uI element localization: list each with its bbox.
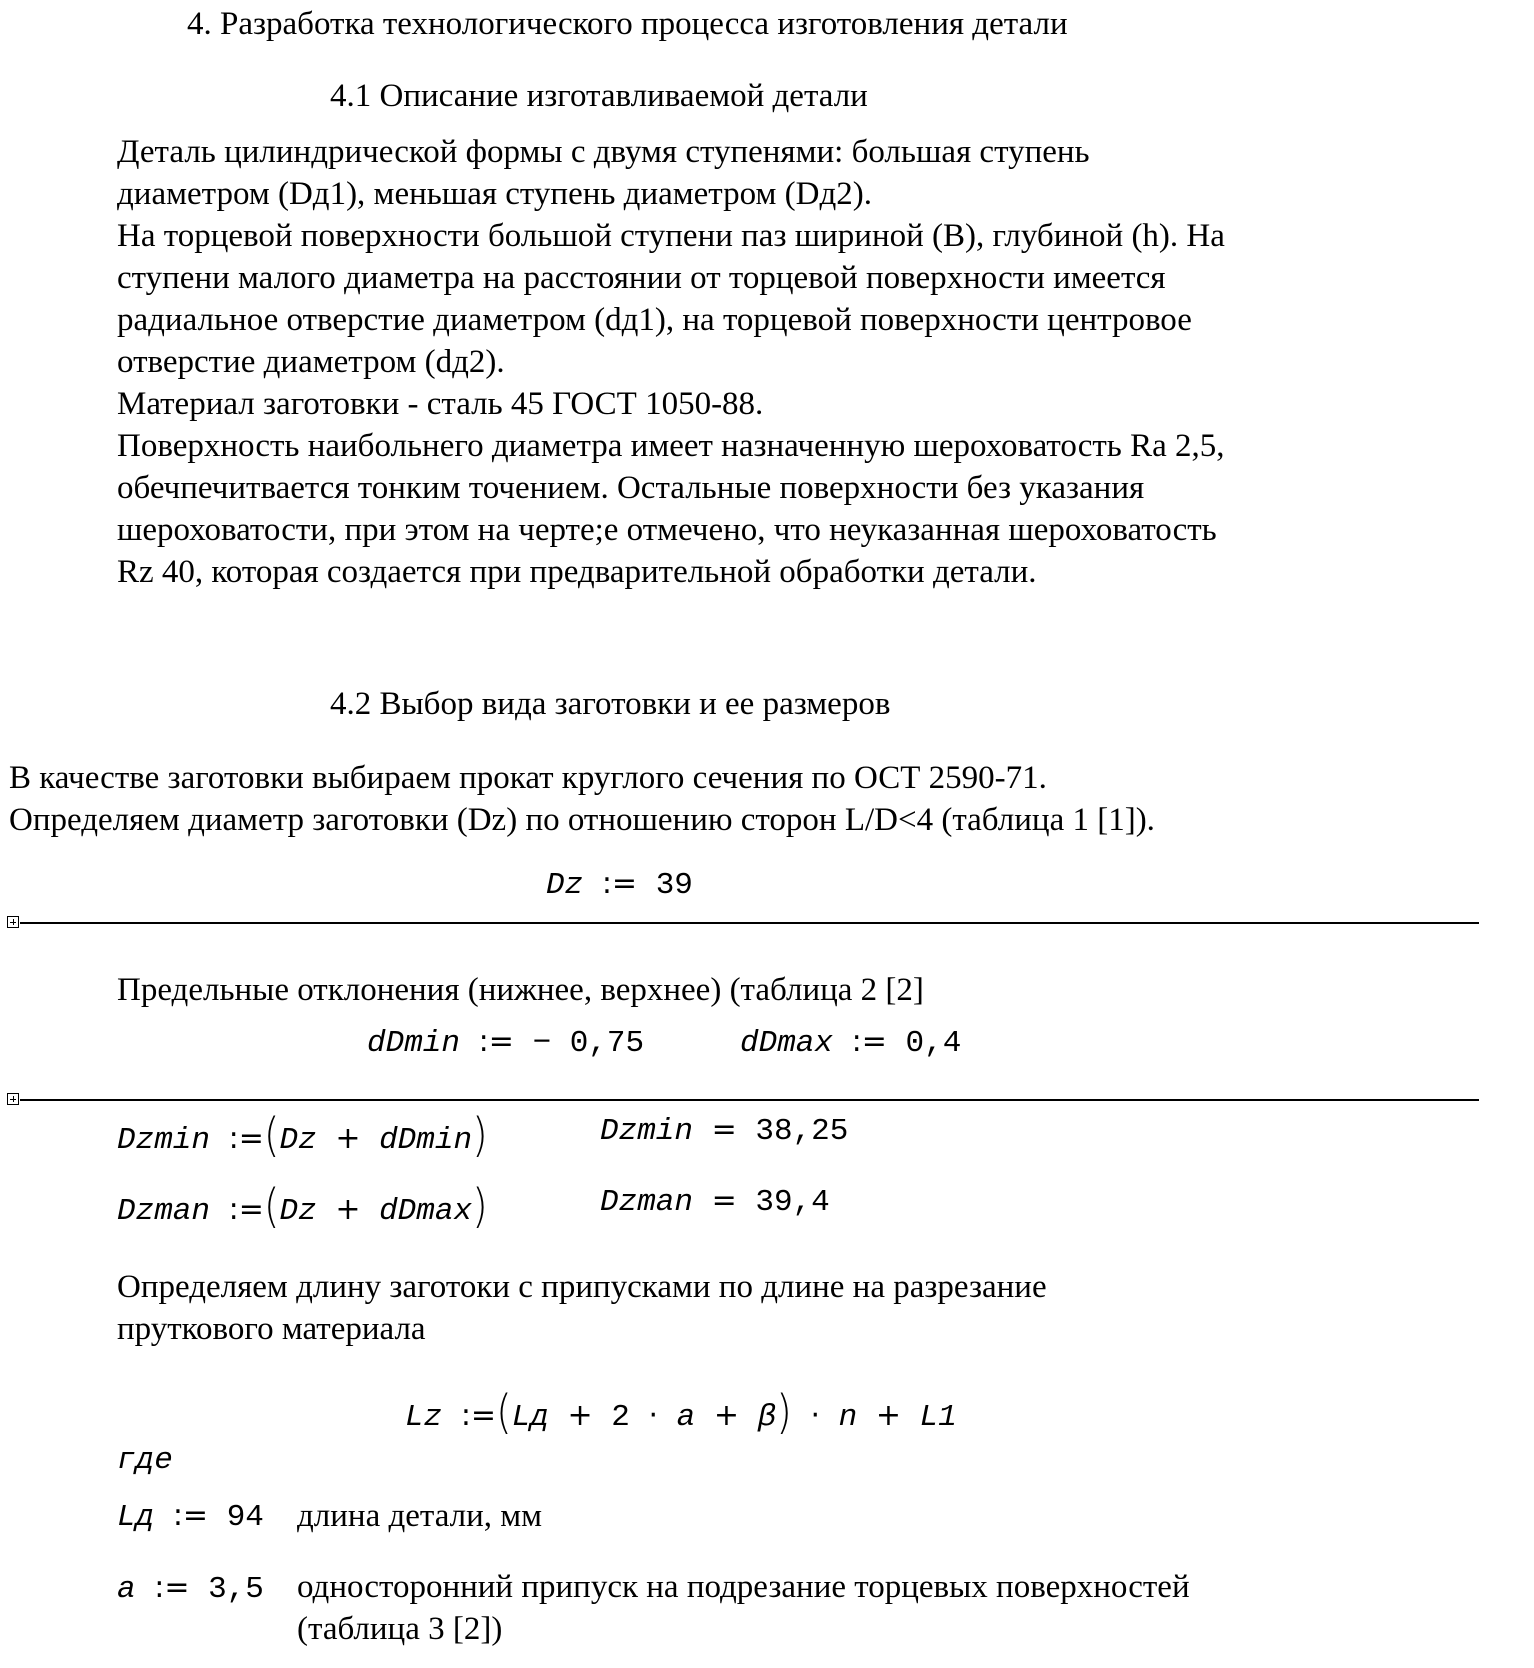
plus-operator: +: [567, 1398, 593, 1433]
assign-operator: :=: [172, 1498, 209, 1533]
var-a: a: [676, 1400, 696, 1435]
plus-operator: +: [875, 1398, 901, 1433]
subsection-heading-4-2: 4.2 Выбор вида заготовки и ее размеров: [330, 686, 891, 722]
close-paren: ): [472, 1109, 488, 1163]
var-ddmin: dDmin: [367, 1026, 461, 1061]
plus-operator: +: [713, 1398, 739, 1433]
description-line: Rz 40, которая создается при предварительной обработки детали.: [117, 554, 1037, 590]
dz-value: 39: [655, 868, 693, 903]
ddmax-definition[interactable]: [740, 1024, 961, 1061]
description-line: обечпечитвается тонким точением. Остальные поверхности без указания: [117, 470, 1145, 506]
open-paren: (: [496, 1386, 512, 1440]
ld-definition[interactable]: [117, 1498, 264, 1535]
description-line: Материал заготовки - сталь 45 ГОСТ 1050-88.: [117, 386, 764, 422]
a-description-line: (таблица 3 [2]): [297, 1611, 503, 1647]
part-description: [117, 131, 1225, 593]
var-dz: Dz: [279, 1194, 317, 1229]
assign-operator: :=: [460, 1398, 497, 1433]
deviations-text: Предельные отклонения (нижнее, верхнее) (таблица 2 [2]: [117, 972, 924, 1008]
where-label: [117, 1443, 173, 1478]
open-paren: (: [263, 1109, 280, 1163]
var-a: a: [117, 1572, 136, 1607]
var-ddmax: dDmax: [740, 1026, 834, 1061]
assign-operator: :=: [154, 1570, 190, 1605]
region-expand-toggle[interactable]: [7, 916, 19, 928]
var-dzman: Dzman: [600, 1185, 694, 1220]
region-separator: [20, 922, 1479, 924]
a-definition[interactable]: [117, 1570, 264, 1607]
ddmin-value: − 0,75: [532, 1026, 645, 1061]
equals-operator: =: [711, 1112, 737, 1147]
description-line: диаметром (Dд1), меньшая ступень диаметром (Dд2).: [117, 176, 872, 212]
var-l1: L1: [919, 1400, 957, 1435]
a-description: [297, 1566, 1190, 1650]
ddmin-definition[interactable]: [367, 1024, 644, 1061]
close-paren: ): [472, 1180, 488, 1234]
region-separator: [20, 1099, 1479, 1101]
var-beta: β: [757, 1400, 777, 1435]
length-text: [117, 1266, 1047, 1350]
lz-formula[interactable]: [405, 1386, 957, 1440]
assign-operator: :=: [851, 1024, 887, 1059]
ddmax-value: 0,4: [905, 1026, 962, 1061]
plus-operator: +: [335, 1121, 361, 1156]
open-paren: (: [263, 1180, 280, 1234]
dzman-definition[interactable]: [117, 1180, 488, 1234]
blank-selection-line: Определяем диаметр заготовки (Dz) по отношению сторон L/D<4 (таблица 1 [1]).: [9, 802, 1155, 838]
var-lz: Lz: [405, 1400, 443, 1435]
assign-operator: :=: [228, 1121, 264, 1156]
length-text-line: Определяем длину заготоки с припусками по длине на разрезание: [117, 1269, 1047, 1305]
a-value: 3,5: [208, 1572, 264, 1607]
assign-operator: :=: [478, 1024, 514, 1059]
var-ddmax: dDmax: [379, 1194, 473, 1229]
description-line: Поверхность наибольнего диаметра имеет назначенную шероховатость Ra 2,5,: [117, 428, 1225, 464]
var-dz: Dz: [546, 868, 584, 903]
var-ddmin: dDmin: [379, 1123, 473, 1158]
subsection-heading-4-1: 4.1 Описание изготавливаемой детали: [330, 78, 868, 114]
var-dzmin: Dzmin: [600, 1114, 694, 1149]
var-dzmin: Dzmin: [117, 1123, 211, 1158]
dzmin-value: 38,25: [755, 1114, 849, 1149]
var-n: n: [838, 1400, 858, 1435]
plus-operator: +: [335, 1192, 361, 1227]
length-text-line: пруткового материала: [117, 1311, 426, 1347]
description-line: На торцевой поверхности большой ступени паз шириной (В), глубиной (h). На: [117, 218, 1225, 254]
multiply-operator: ·: [648, 1398, 659, 1433]
dzmin-result[interactable]: [600, 1112, 848, 1149]
constant-two: 2: [611, 1400, 630, 1435]
dzmin-definition[interactable]: [117, 1109, 488, 1163]
region-expand-toggle[interactable]: [7, 1093, 19, 1105]
description-line: Деталь цилиндрической формы с двумя ступенями: большая ступень: [117, 134, 1090, 170]
dz-definition[interactable]: [546, 866, 693, 903]
where-text: где: [117, 1443, 173, 1478]
multiply-operator: ·: [810, 1398, 820, 1433]
close-paren: ): [776, 1386, 792, 1440]
section-heading-main: 4. Разработка технологического процесса изготовления детали: [187, 6, 1068, 42]
description-line: радиальное отверстие диаметром (dд1), на торцевой поверхности центровое: [117, 302, 1192, 338]
dzman-value: 39,4: [755, 1185, 830, 1220]
var-dzman: Dzman: [117, 1194, 211, 1229]
var-dz: Dz: [279, 1123, 317, 1158]
description-line: отверстие диаметром (dд2).: [117, 344, 505, 380]
dzman-result[interactable]: [600, 1183, 830, 1220]
description-line: ступени малого диаметра на расстоянии от торцевой поверхности имеется: [117, 260, 1166, 296]
equals-operator: =: [711, 1183, 737, 1218]
ld-description: длина детали, мм: [297, 1498, 543, 1534]
description-line: шероховатости, при этом на черте;е отмечено, что неуказанная шероховатость: [117, 512, 1217, 548]
assign-operator: :=: [228, 1192, 264, 1227]
ld-value: 94: [226, 1500, 264, 1535]
blank-selection-line: В качестве заготовки выбираем прокат круглого сечения по ОСТ 2590-71.: [9, 760, 1047, 796]
var-ld: Lд: [117, 1500, 155, 1535]
a-description-line: односторонний припуск на подрезание торцевых поверхностей: [297, 1569, 1190, 1605]
assign-operator: :=: [601, 866, 638, 901]
var-ld: Lд: [511, 1400, 549, 1435]
blank-selection-text: [9, 757, 1155, 841]
